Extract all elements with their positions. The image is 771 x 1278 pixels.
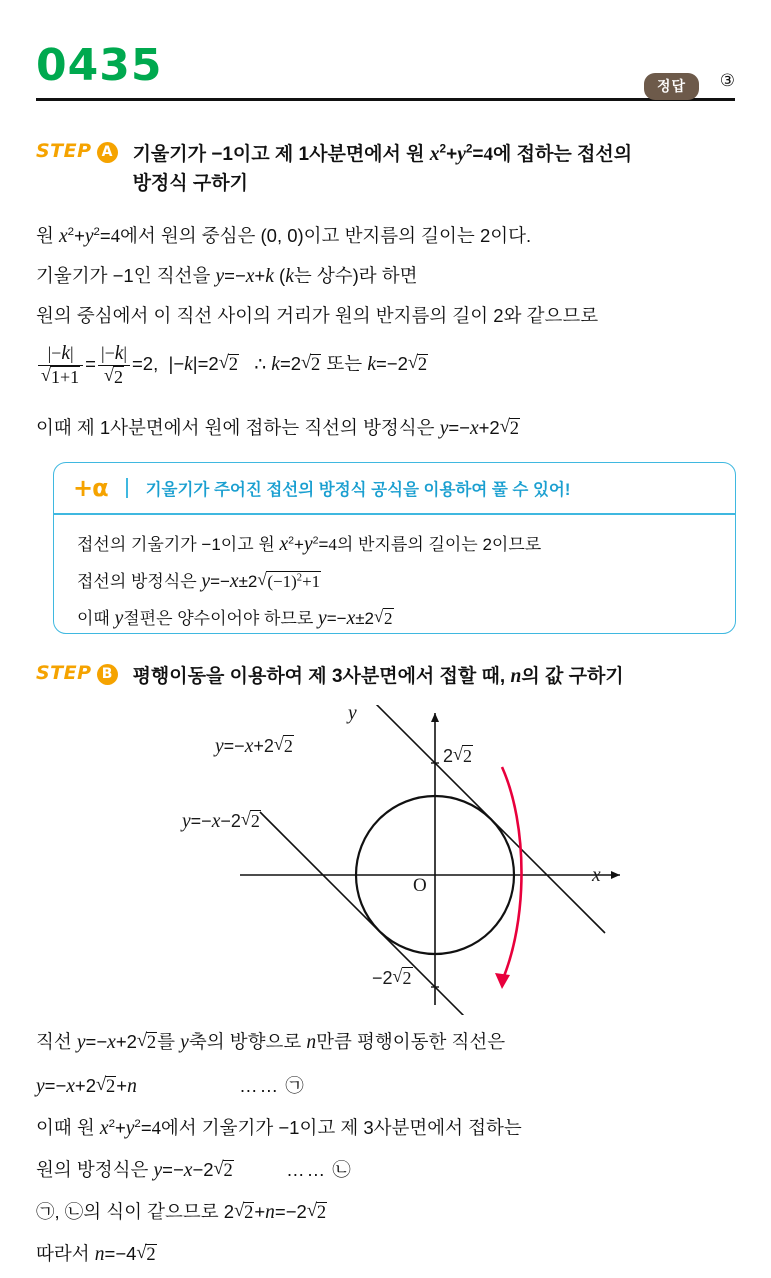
step-a-line-1: 원 $x^2+y^2=4$에서 원의 중심은 (0, 0)이고 반지름의 길이는 2이다. [36,225,532,247]
step-a-badge: A [97,142,118,163]
tip-line-1: 접선의 기울기가 −1이고 원 $x^2+y^2=4$의 반지름의 길이는 2이므로 [77,534,542,555]
step-a-line-5: 이때 제 1사분면에서 원에 접하는 직선의 방정식은 y=−x+2 √ 2 [36,414,520,440]
step-a-label: STEP [36,140,92,162]
origin-label: O [413,875,427,896]
step-b-heading [36,662,624,692]
step-a-line-2: 기울기가 −1인 직선을 y=−x+k (k는 상수)라 하면 [36,265,418,287]
y-top-value-label: 2 √ 2 [443,745,473,767]
tip-divider-icon [126,478,128,498]
x-axis-label: x [592,865,601,886]
page-title: 0435 [36,40,163,91]
step-a-line-3: 원의 중심에서 이 직선 사이의 거리가 원의 반지름의 길이 2와 같으므로 [36,305,599,326]
step-a-line-4: |−k| √ 1+1 = |−k| √ 2 =2, |−k|=2 √ 2 ∴ k=2 √ 2 또는 k=−2 √ 2 [36,342,428,388]
y-axis-label: y [348,703,357,724]
step-b-line-5: ㉠, ㉡의 식이 같으므로 2 √ 2+n=−2 √ 2 [36,1198,327,1224]
tip-header [53,462,736,514]
tag-1: ㉠ [285,1075,304,1096]
step-b-badge: B [97,664,118,685]
tip-title: 기울기가 주어진 접선의 방정식 공식을 이용하여 풀 수 있어! [145,481,571,499]
step-b-line-6: 따라서 n=−4 √ 2 [36,1240,157,1266]
step-a-title: 기울기가 −1이고 제 1사분면에서 원 $x^2+y^2=4$에 접하는 접선의 방정식 구하기 [132,142,633,194]
y-axis-arrow [431,713,439,722]
dots-2: …… [286,1159,328,1180]
y-bottom-value-label: −2 √ 2 [372,967,413,989]
step-a-heading [36,140,632,198]
answer-value: ③ [719,71,735,90]
tag-2: ㉡ [332,1159,351,1180]
graph-figure [150,705,650,1015]
tip-separator [53,513,736,515]
step-b-line-2: y=−x+2 √ 2+n …… ㉠ [36,1072,304,1098]
translation-arrow-head [495,973,510,989]
step-b-title: 평행이동을 이용하여 제 3사분면에서 접할 때, n의 값 구하기 [132,666,624,687]
x-axis-arrow [611,871,620,879]
step-b-line-1: 직선 y=−x+2 √ 2를 y축의 방향으로 n만큼 평행이동한 직선은 [36,1028,505,1054]
answer-badge: 정답 [644,73,699,100]
step-b-line-3: 이때 원 $x^2+y^2=4$에서 기울기가 −1이고 제 3사분면에서 접하는 [36,1117,522,1139]
tangent-line-upper [350,705,605,933]
tip-line-3: 이때 y절편은 양수이어야 하므로 y=−x±2 √ 2 [77,604,394,630]
header-divider [36,98,735,101]
translation-arrow [502,767,522,981]
tip-line-2: 접선의 방정식은 y=−x±2 √ $(-1)^2+1$ [77,567,321,593]
lower-line-label: y=−x−2 √ 2 [182,810,261,833]
upper-line-label: y=−x+2 √ 2 [215,735,294,758]
page-header [0,40,771,110]
plus-alpha-icon: +α [73,474,108,502]
step-b-line-4: 원의 방정식은 y=−x−2 √ 2 …… ㉡ [36,1156,351,1182]
dots-1: …… [239,1075,281,1096]
step-b-label: STEP [36,662,92,684]
